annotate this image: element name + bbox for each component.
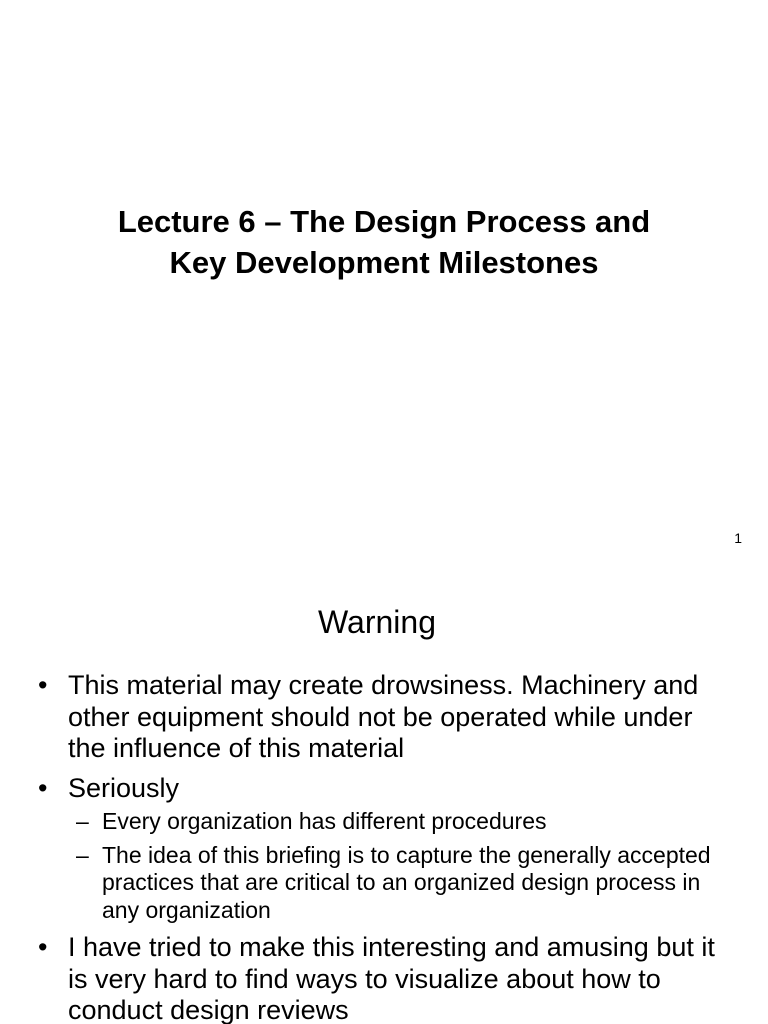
bullet-text: This material may create drowsiness. Machinery and other equipment should not be operated while under the influence of this material — [68, 670, 699, 763]
sub-bullet-item — [68, 808, 730, 836]
bullet-marker: • — [38, 772, 48, 803]
bullet-marker: • — [38, 932, 48, 962]
slide-title-line-2: Key Development Milestones — [169, 245, 599, 280]
slide-title — [40, 201, 728, 283]
bullet-item — [0, 932, 730, 1024]
bullet-text: I have tried to make this interesting and amusing but it is very hard to find ways to visualize about how to conduct design reviews — [68, 932, 715, 1024]
bullet-item — [0, 773, 730, 925]
slide-2 — [0, 576, 768, 1024]
sub-bullet-list — [68, 808, 730, 924]
sub-bullet-marker: – — [76, 841, 89, 868]
bullet-marker: • — [38, 670, 48, 700]
slide-title-line-1: Lecture 6 – The Design Process and — [117, 204, 651, 239]
bullet-text: Seriously — [68, 772, 180, 803]
page-number: 1 — [734, 530, 742, 546]
bullet-item — [0, 670, 730, 765]
sub-bullet-marker: – — [76, 808, 89, 834]
slide-heading: Warning — [318, 604, 436, 640]
sub-bullet-text: Every organization has different procedures — [102, 808, 547, 834]
sub-bullet-item — [68, 842, 730, 925]
sub-bullet-text: The idea of this briefing is to capture the generally accepted practices that are critical to an organized design process in any organization — [102, 841, 711, 923]
bullet-list — [0, 670, 730, 1024]
